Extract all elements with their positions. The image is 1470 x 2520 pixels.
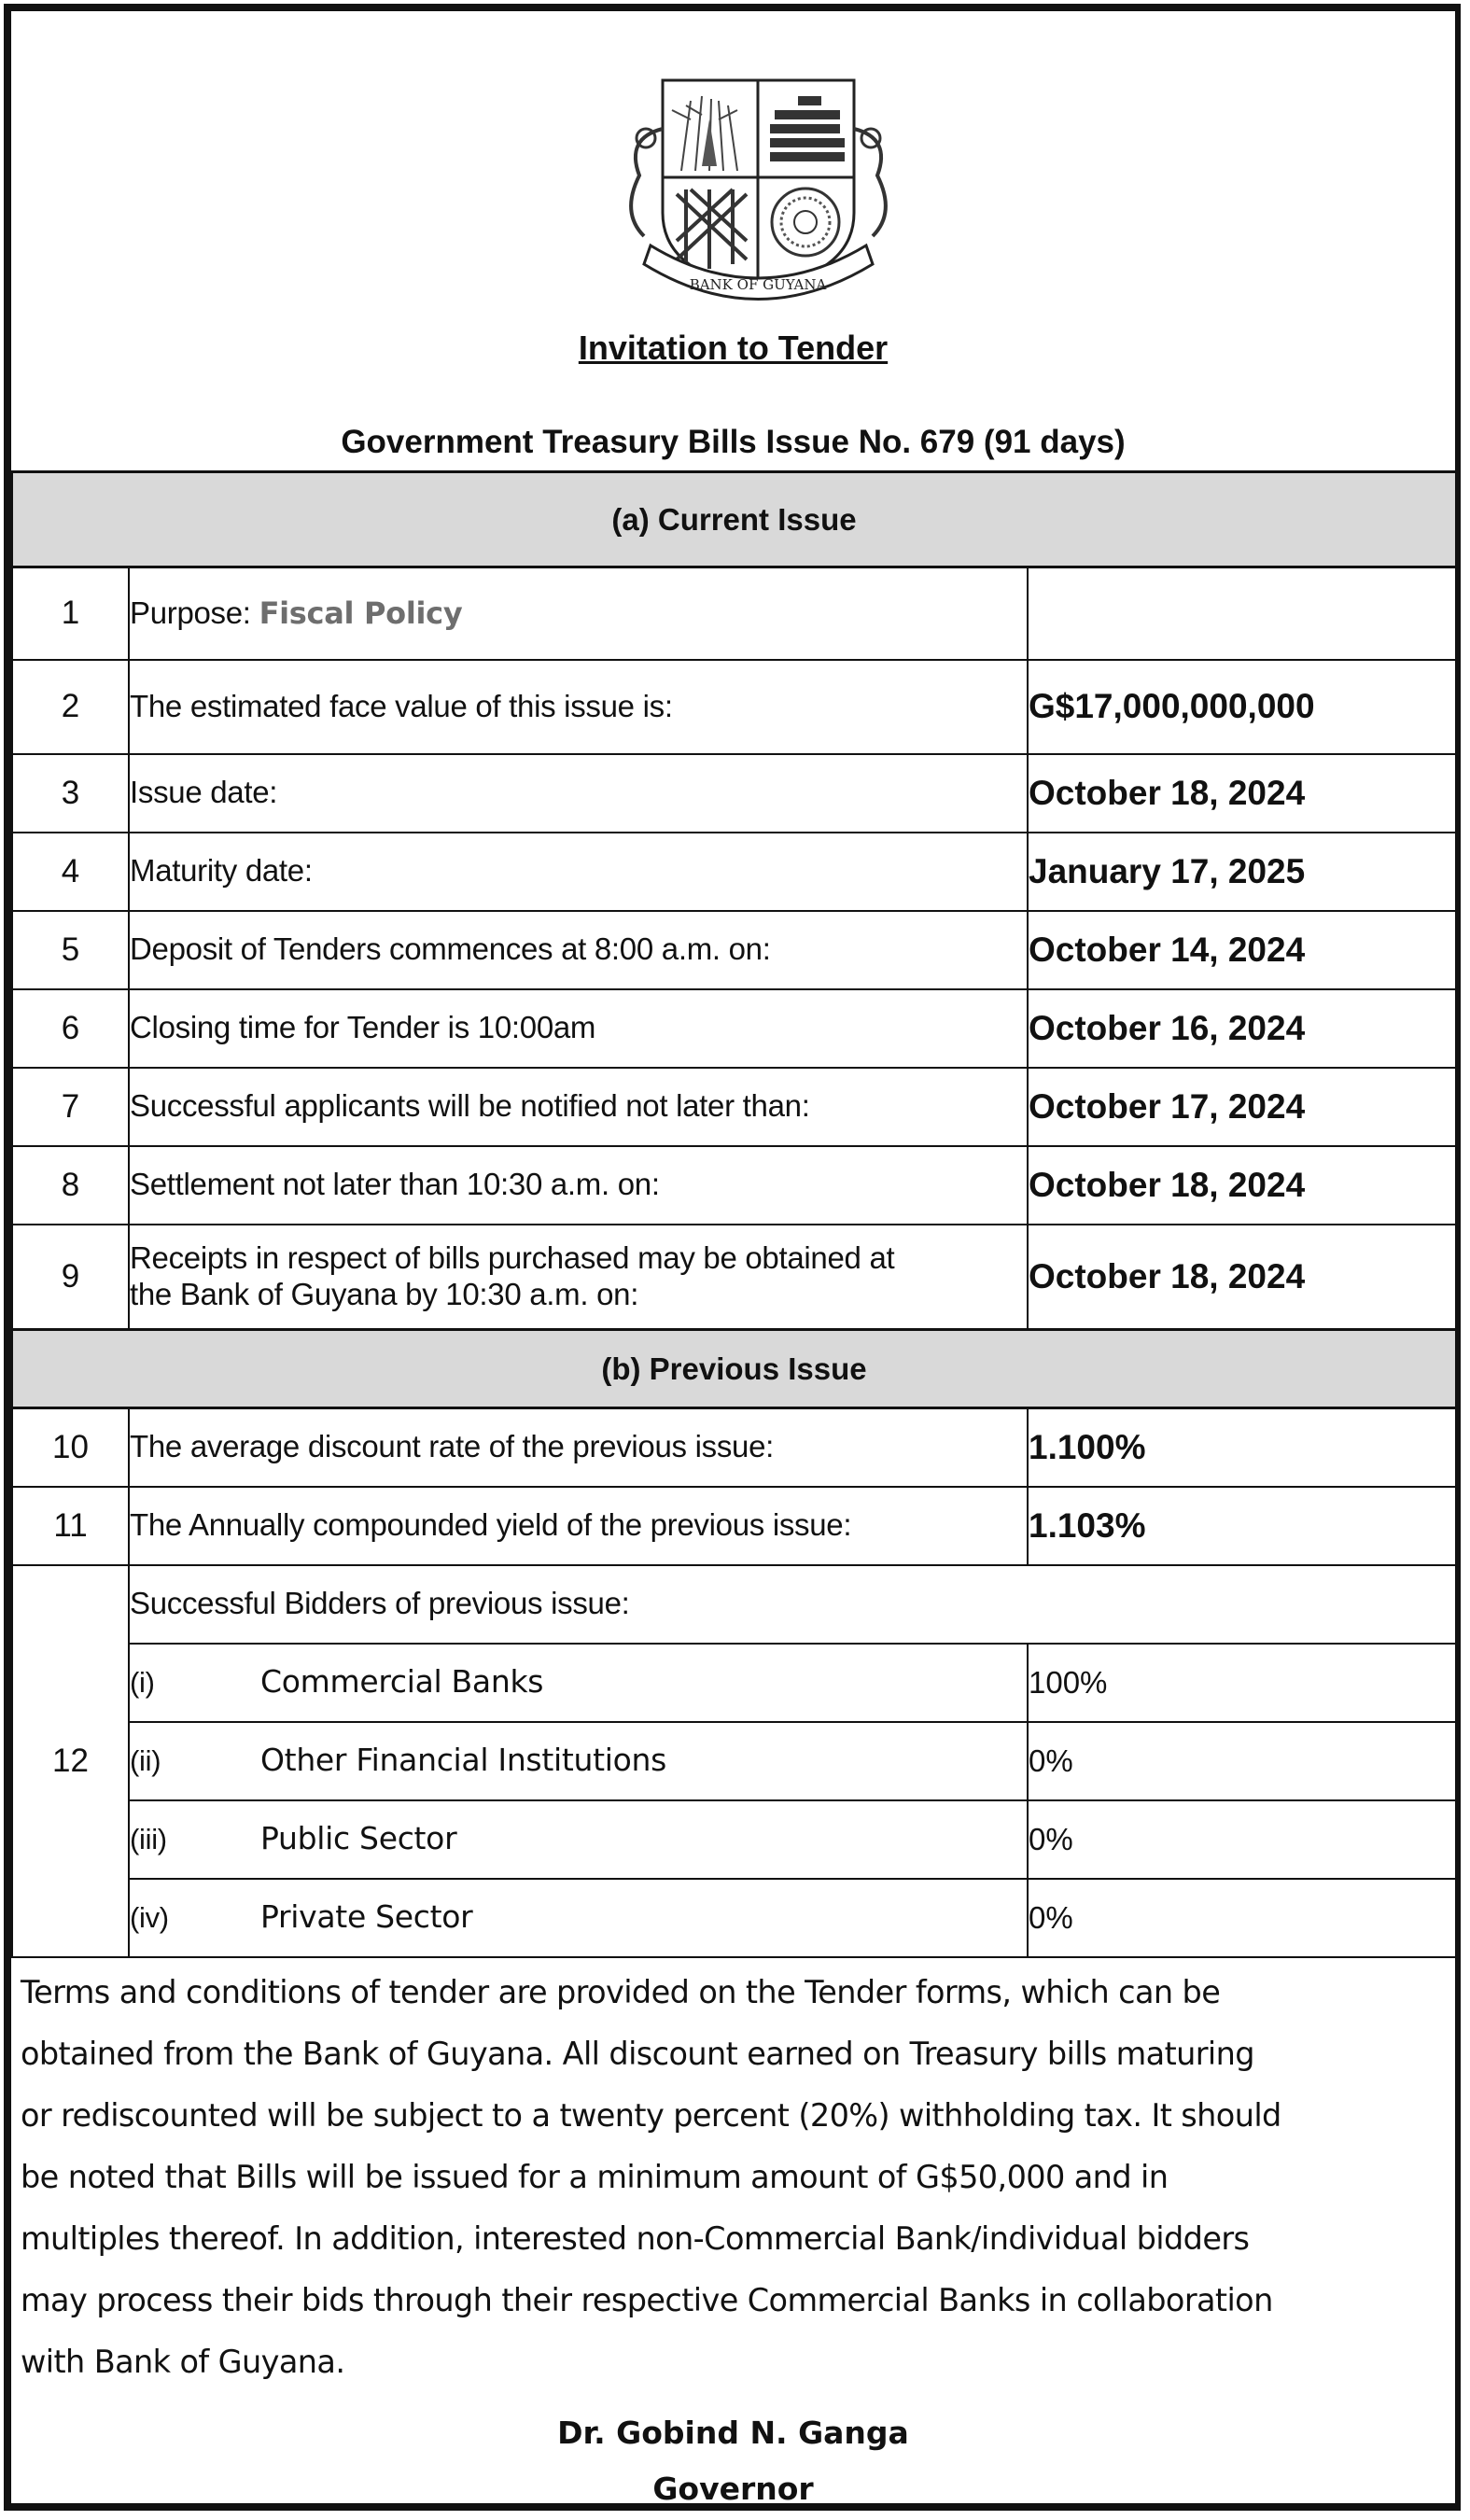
bidders-label: Successful Bidders of previous issue:: [129, 1565, 1456, 1644]
bidders-header-row: [12, 1565, 1456, 1644]
signatory-name: Dr. Gobind N. Ganga: [557, 2415, 909, 2451]
bank-of-guyana-crest: [616, 73, 901, 317]
bidder-label: [129, 1644, 1028, 1722]
row-value: G$17,000,000,000: [1028, 660, 1456, 754]
bidder-row: [12, 1722, 1456, 1800]
row-value: October 14, 2024: [1028, 911, 1456, 989]
table-row: [12, 911, 1456, 989]
row-number: 7: [12, 1068, 129, 1146]
row-number: 12: [12, 1565, 129, 1957]
terms-line: may process their bids through their respective Commercial Banks in collaboration: [21, 2282, 1273, 2318]
svg-text:BANK OF GUYANA: BANK OF GUYANA: [689, 276, 827, 293]
issue-subtitle: Government Treasury Bills Issue No. 679 (91 days): [341, 424, 1126, 460]
tender-table: [11, 470, 1457, 1958]
table-row: [12, 754, 1456, 833]
table-row: [12, 660, 1456, 754]
row-value: October 18, 2024: [1028, 1146, 1456, 1225]
row-value: October 18, 2024: [1028, 754, 1456, 833]
bidder-share: 0%: [1028, 1800, 1456, 1879]
terms-line: obtained from the Bank of Guyana. All discount earned on Treasury bills maturing: [21, 2036, 1254, 2072]
terms-line: multiples thereof. In addition, interested non-Commercial Bank/individual bidders: [21, 2220, 1250, 2257]
bidder-roman: (iv): [130, 1901, 169, 1935]
row-value: 1.100%: [1028, 1408, 1456, 1487]
row-number: 3: [12, 754, 129, 833]
table-row: [12, 1408, 1456, 1487]
bidder-roman: (ii): [130, 1744, 161, 1778]
row-label: Issue date:: [129, 754, 1028, 833]
bidder-name: Public Sector: [260, 1820, 457, 1857]
bidder-row: [12, 1879, 1456, 1957]
row-number: 11: [12, 1487, 129, 1565]
bidder-label: [129, 1879, 1028, 1957]
section-header-previous: [12, 1330, 1456, 1408]
bidder-row: [12, 1800, 1456, 1879]
terms-line: be noted that Bills will be issued for a minimum amount of G$50,000 and in: [21, 2159, 1169, 2195]
row-label: Closing time for Tender is 10:00am: [129, 989, 1028, 1068]
bidder-row: [12, 1644, 1456, 1722]
bidder-name: Commercial Banks: [260, 1663, 544, 1701]
table-row: [12, 1068, 1456, 1146]
table-row: [12, 567, 1456, 660]
table-row: [12, 1225, 1456, 1330]
row-value: October 18, 2024: [1028, 1225, 1456, 1330]
section-label: (a) Current Issue: [12, 472, 1456, 567]
row-value: [1028, 567, 1456, 660]
terms-line: Terms and conditions of tender are provided on the Tender forms, which can be: [21, 1974, 1221, 2010]
row-label: The average discount rate of the previous issue:: [129, 1408, 1028, 1487]
bidder-share: 0%: [1028, 1879, 1456, 1957]
row-number: 9: [12, 1225, 129, 1330]
row-value: January 17, 2025: [1028, 833, 1456, 911]
row-number: 6: [12, 989, 129, 1068]
row-number: 8: [12, 1146, 129, 1225]
bidder-name: Private Sector: [260, 1898, 473, 1936]
section-label: (b) Previous Issue: [12, 1330, 1456, 1408]
table-row: [12, 1146, 1456, 1225]
terms-paragraph: [21, 1962, 1449, 2393]
row-label: Successful applicants will be notified not later than:: [129, 1068, 1028, 1146]
row-label: The Annually compounded yield of the previous issue:: [129, 1487, 1028, 1565]
bidder-roman: (i): [130, 1666, 155, 1700]
row-label: Deposit of Tenders commences at 8:00 a.m. on:: [129, 911, 1028, 989]
row-value: October 17, 2024: [1028, 1068, 1456, 1146]
row-value: October 16, 2024: [1028, 989, 1456, 1068]
terms-line: or rediscounted will be subject to a twenty percent (20%) withholding tax. It should: [21, 2097, 1281, 2134]
table-row: [12, 833, 1456, 911]
row-number: 2: [12, 660, 129, 754]
row-value: 1.103%: [1028, 1487, 1456, 1565]
terms-line: with Bank of Guyana.: [21, 2344, 345, 2380]
row-label: Purpose: Fiscal Policy: [129, 567, 1028, 660]
row-label: The estimated face value of this issue is:: [129, 660, 1028, 754]
bidder-share: 0%: [1028, 1722, 1456, 1800]
purpose-value: Fiscal Policy: [259, 595, 463, 631]
row-label: Settlement not later than 10:30 a.m. on:: [129, 1146, 1028, 1225]
row-number: 4: [12, 833, 129, 911]
row-label: Maturity date:: [129, 833, 1028, 911]
bidder-share: 100%: [1028, 1644, 1456, 1722]
bidder-label: [129, 1722, 1028, 1800]
table-row: [12, 989, 1456, 1068]
bidder-label: [129, 1800, 1028, 1879]
bidder-name: Other Financial Institutions: [260, 1742, 666, 1779]
bidder-roman: (iii): [130, 1823, 167, 1856]
page-title: Invitation to Tender: [578, 329, 889, 367]
row-number: 5: [12, 911, 129, 989]
row-number: 1: [12, 567, 129, 660]
row-number: 10: [12, 1408, 129, 1487]
row-label: Receipts in respect of bills purchased may be obtained at the Bank of Guyana by 10:30 a.m. on:: [129, 1225, 1028, 1330]
section-header-current: [12, 472, 1456, 567]
tender-notice-page: [4, 4, 1461, 2511]
signatory-title: Governor: [652, 2471, 814, 2507]
table-row: [12, 1487, 1456, 1565]
